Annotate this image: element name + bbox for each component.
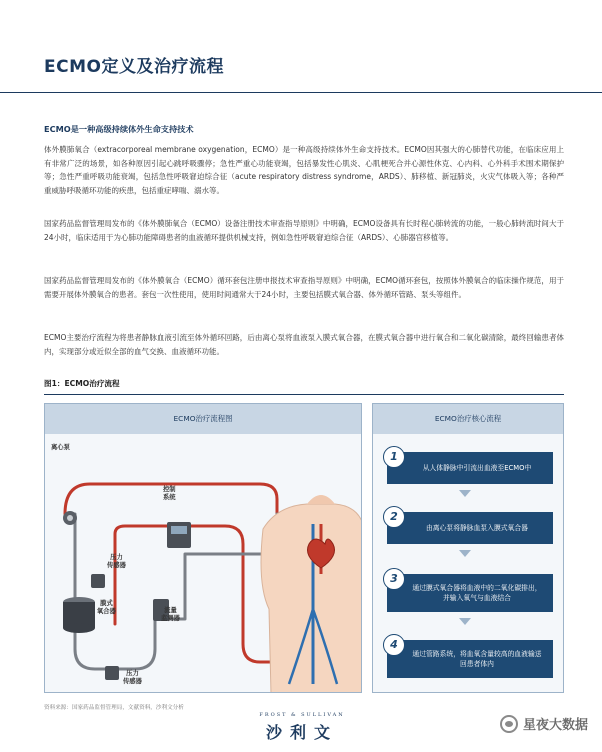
step-text-2: 由离心泵将静脉血泵入膜式氧合器 bbox=[426, 524, 528, 532]
paragraph-definition: 体外膜肺氧合（extracorporeal membrane oxygenation，ECMO）是一种高级持续体外生命支持技术。ECMO因其强大的心肺替代功能，在临床应用上有非常广泛的场景，如各种原因引起心跳呼吸骤停；急性严重心功能衰竭，包括暴发性心肌炎、心肌梗死合并心源性休克、心内科、心外科手术围术期保护等；急性严重呼吸功能衰竭，包括急性呼吸窘迫综合征（acute respiratory distress syndrome，ARDS）、肺移植、新冠肺炎，火灾气体吸入等；各种严重威胁呼吸循环功能的疾患，包括重症哮喘、溺水等。 bbox=[44, 145, 564, 195]
flow-header: ECMO治疗核心流程 bbox=[373, 404, 563, 434]
logo-english: FROST & SULLIVAN bbox=[259, 712, 345, 718]
paragraph-treatment-process: ECMO主要治疗流程为将患者静脉血液引流至体外循环回路，后由离心泵将血液泵入膜式氧合器，在膜式氧合器中进行氧合和二氧化碳清除，最终回输患者体内，实现部分或近似全部的血气交换、血液循环功能。 bbox=[44, 333, 564, 356]
figure-source: 资料来源：国家药品监督管理局，文献资料，沙利文分析 bbox=[44, 705, 184, 711]
ecmo-flow-panel bbox=[372, 403, 564, 693]
diagram-header: ECMO治疗流程图 bbox=[45, 404, 361, 434]
membrane-oxygenator bbox=[63, 597, 95, 633]
flow-step-2 bbox=[387, 512, 553, 544]
paragraph-kit-guideline: 国家药品监督管理局发布的《体外膜氧合（ECMO）循环套包注册申报技术审查指导原则》中明确，ECMO循环套包，按照体外膜氧合的临床操作规范，用于需要开展体外膜氧合的患者。套包一次性使用，使用时间通常大于24小时，主要包括膜式氧合器、体外循环管路、泵头等组件。 bbox=[44, 276, 564, 299]
step-number-1: 1 bbox=[383, 446, 405, 468]
step-number-2: 2 bbox=[383, 506, 405, 528]
ecmo-illustration bbox=[45, 434, 362, 693]
pressure-sensor-1 bbox=[91, 574, 105, 588]
watermark bbox=[500, 714, 588, 733]
pressure-sensor-label-1: 压力 传感器 bbox=[107, 554, 126, 569]
paragraph-device-guideline: 国家药品监督管理局发布的《体外膜肺氧合（ECMO）设备注册技术审查指导原则》中明确，ECMO设备具有长时程心肺转流的功能，一般心肺转流时间大于24小时，临床适用于为心肺功能障碍患者的血液循环提供机械支持，例如急性呼吸窘迫综合征（ARDS）、心肺器官移植等。 bbox=[44, 219, 564, 242]
figure-title: 图1：ECMO治疗流程 bbox=[44, 379, 120, 388]
step-number-4: 4 bbox=[383, 634, 405, 656]
flow-step-3 bbox=[387, 574, 553, 612]
pressure-sensor-label-2: 压力 传感器 bbox=[123, 670, 142, 685]
step-text-4: 通过管路系统，将血氧含量较高的血液输送回患者体内 bbox=[412, 650, 542, 668]
page-title: ECMO定义及治疗流程 bbox=[44, 57, 224, 77]
control-system-label: 控制 系统 bbox=[163, 486, 176, 501]
flow-step-4 bbox=[387, 640, 553, 678]
section-heading: ECMO是一种高级持续体外生命支持技术 bbox=[44, 124, 194, 134]
pressure-sensor-2 bbox=[105, 666, 119, 680]
ecmo-diagram-panel bbox=[44, 403, 362, 693]
title-divider bbox=[0, 92, 602, 93]
step-text-1: 从人体静脉中引流出血液至ECMO中 bbox=[422, 464, 532, 472]
flow-monitor-label: 流量 监测器 bbox=[161, 607, 180, 622]
oxygenator-label: 膜式 氧合器 bbox=[97, 600, 116, 615]
pump-label: 离心泵 bbox=[51, 444, 70, 451]
watermark-text: 星夜大数据 bbox=[522, 718, 588, 733]
logo-chinese: 沙利文 bbox=[265, 723, 338, 742]
step-number-3: 3 bbox=[383, 568, 405, 590]
patient-torso-illustration bbox=[261, 495, 362, 693]
flow-arrow-1 bbox=[459, 490, 471, 497]
figure-divider bbox=[44, 394, 564, 395]
frost-sullivan-logo bbox=[232, 712, 372, 743]
centrifugal-pump bbox=[63, 511, 77, 525]
wechat-icon bbox=[500, 715, 518, 733]
flow-arrow-2 bbox=[459, 550, 471, 557]
step-text-3: 通过膜式氧合器将血液中的二氧化碳排出，并输入氧气与血液结合 bbox=[412, 584, 542, 602]
flow-step-1 bbox=[387, 452, 553, 484]
control-system-unit bbox=[167, 522, 191, 548]
flow-arrow-3 bbox=[459, 618, 471, 625]
